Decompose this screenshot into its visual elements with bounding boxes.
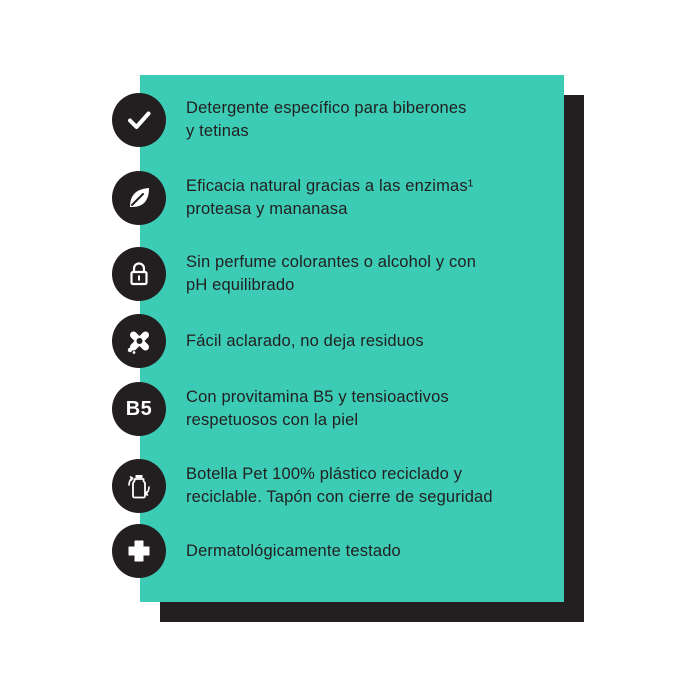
feature-text: Con provitamina B5 y tensioactivos respetuosos con la piel xyxy=(186,388,449,429)
feature-text: Detergente específico para biberones y tetinas xyxy=(186,99,467,140)
b5-icon xyxy=(112,382,166,436)
lock-icon xyxy=(112,247,166,301)
feature-item-dermatologically-tested xyxy=(112,524,572,578)
check-icon xyxy=(112,93,166,147)
leaf-icon xyxy=(112,171,166,225)
feature-item-b5 xyxy=(112,382,572,436)
recycle-bottle-icon xyxy=(112,459,166,513)
feature-item-specific xyxy=(112,93,572,147)
plus-icon xyxy=(112,524,166,578)
feature-item-rinse xyxy=(112,314,572,368)
b5-label: B5 xyxy=(125,397,153,420)
feature-text: Eficacia natural gracias a las enzimas¹ proteasa y mananasa xyxy=(186,177,474,218)
feature-text: Dermatológicamente testado xyxy=(186,541,401,560)
feature-item-enzymes xyxy=(112,171,572,225)
feature-item-recycled xyxy=(112,459,572,513)
feature-text: Botella Pet 100% plástico reciclado y reciclable. Tapón con cierre de seguridad xyxy=(186,465,493,506)
feature-text: Fácil aclarado, no deja residuos xyxy=(186,331,424,350)
feature-text: Sin perfume colorantes o alcohol y con pH equilibrado xyxy=(186,253,477,294)
rinse-icon xyxy=(112,314,166,368)
feature-item-no-perfume xyxy=(112,247,572,301)
